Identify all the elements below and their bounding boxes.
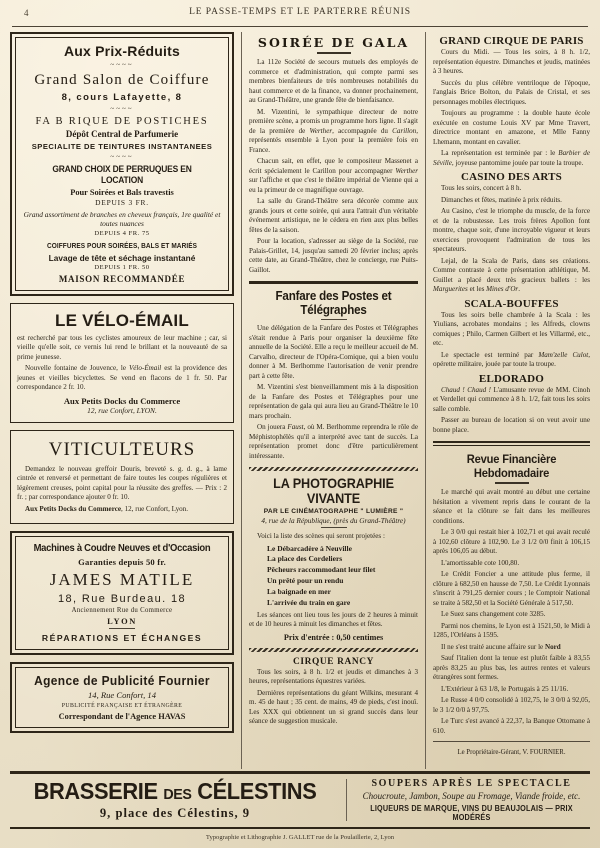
- ad-coiffure-line13: Lavage de tête et séchage instantané: [48, 252, 196, 263]
- header-rule: [12, 26, 588, 27]
- section-title-photographie-vivante: LA PHOTOGRAPHIE VIVANTE: [273, 476, 394, 506]
- list-item: Pêcheurs raccommodant leur filet: [267, 565, 376, 575]
- section-title-cirque-rancy: CIRQUE RANCY: [293, 656, 374, 667]
- photographie-address: 4, rue de la République, (près du Grand-Théâtre): [261, 516, 406, 525]
- revue-divider: [495, 482, 529, 484]
- ad-matile-divider: [109, 628, 135, 629]
- soiree-paragraph-2: M. Vizentini, le sympathique directeur de notre première scène, a promis un programme hors ligne. Il s'agit de la première de Werther, accompagnée du Carillon, représentés ensemble à Lyon pour la première fois en France.: [249, 107, 418, 154]
- brasserie-name: BRASSERIE DES CÉLESTINS: [33, 777, 317, 804]
- section-title-fanfare: Fanfare des Postes et Télégraphes: [275, 289, 392, 317]
- proprietaire-gerant: Le Propriétaire-Gérant, V. FOURNIER.: [457, 749, 566, 756]
- ad-coiffure-line6: SPECIALITE DE TEINTURES INSTANTANEES: [31, 142, 213, 151]
- ad-brasserie-des-celestins[interactable]: [10, 774, 590, 829]
- columns-container: [10, 32, 590, 769]
- cirque-paris-paragraph-1: Cours du Midi. — Tous les soirs, à 8 h. 1/2, représentation équestre. Dimanches et jeudis, matinées à 3 heures.: [433, 48, 590, 75]
- ad-fournier-name: Agence de Publicité Fournier: [34, 673, 210, 688]
- ad-agence-fournier[interactable]: [10, 662, 234, 733]
- ad-coiffure-line2: Grand Salon de Coiffure: [34, 72, 210, 88]
- brasserie-address: 9, place des Célestins, 9: [99, 806, 251, 821]
- brasserie-left: [10, 779, 347, 821]
- ad-velo-address: 12, rue Confort, LYON.: [87, 405, 157, 415]
- eldorado-paragraph-1: Chaud ! Chaud ! L'amusante revue de MM. Cinoh et Verdellet qui commence à 8 h. 1/2, fait tous les soirs salle comble.: [433, 385, 590, 413]
- gerant-rule: [433, 741, 590, 742]
- ad-grand-salon-de-coiffure[interactable]: [10, 32, 234, 296]
- eldorado-paragraph-2: Passer au bureau de location si on veut avoir une bonne place.: [433, 416, 590, 434]
- section-title-revue-financiere: Revue Financière Hebdomadaire: [466, 452, 557, 480]
- ad-matile-address: 18, Rue Burdeau. 18: [57, 593, 187, 605]
- brasserie-right: [347, 778, 590, 822]
- soupers-heading: SOUPERS APRÈS LE SPECTACLE: [371, 778, 572, 789]
- ad-coiffure-line11: DEPUIS 4 FR. 75: [94, 229, 150, 237]
- section-title-grand-cirque-de-paris: GRAND CIRQUE DE PARIS: [439, 35, 584, 47]
- fanfare-paragraph-2: M. Vizentini s'est bienveillamment mis à la disposition de la Fanfare des Postes et Télégraphes pour une représentation de gala qui aura lieu au Grand-Théâtre le 10 mars prochain.: [249, 383, 418, 420]
- ad-coiffure-line1: Aux Prix-Réduits: [64, 43, 180, 59]
- ad-fournier-line3: PUBLICITÉ FRANÇAISE ET ÉTRANGÈRE: [61, 703, 183, 709]
- ad-matile-line7: RÉPARATIONS ET ÉCHANGES: [41, 633, 203, 643]
- casino-paragraph-3: Au Casino, c'est le triomphe du muscle, de la force et de la robustesse. Les trois frères Apollon font montre, chaque soir, d'une incroyable vigueur et leurs exercices provoquent l'admiration de tous les spectateurs.: [433, 207, 590, 253]
- photographie-price: Prix d'entrée : 0,50 centimes: [283, 632, 384, 642]
- list-item: L'arrivée du train en gare: [267, 597, 351, 607]
- scala-paragraph-2: Le spectacle est terminé par Mam'zelle Culot, opérette militaire, jouée par toute la troupe.: [433, 350, 591, 368]
- cirque-rancy-paragraph-2: Dernières représentations du géant Wilkins, mesurant 4 m. 45 de haut ; 35 cent. de mains, 49 de pieds, c'est inouï. Les XXX qui obtiennent un si grand succès dans leur séance de suggestion musicale.: [249, 688, 418, 726]
- soiree-paragraph-5: Pour la location, s'adresser au siège de la Société, rue Palais-Grillet, 14, jusqu'au samedi 20 février inclus; après cette date, au Grand-Théâtre, chez le concierge, rue Puits-Gaillot.: [249, 237, 418, 274]
- column-advertisements: [10, 32, 241, 769]
- casino-paragraph-1: Tous les soirs, concert à 8 h.: [441, 184, 522, 192]
- ornament-divider-3: ~~~~: [110, 153, 134, 161]
- ad-viti-shop: Aux Petits Docks du Commerce, 12, rue Confort, Lyon.: [25, 504, 189, 513]
- cirque-paris-paragraph-3: Toujours au programme : la double haute école exécutée en costume Louis XV par Mme Travert, directrice montant en amazone, et Mlle Fanny Lhemann, montant en cavalier.: [433, 109, 590, 146]
- fanfare-paragraph-3: On jouera Faust, où M. Berlhomme reprendra le rôle de Méphistophélès qu'il a interprété avec tant de succès. La représentation promet donc d'être particulièrement intéressante.: [249, 423, 418, 460]
- list-item: La baignade en mer: [267, 587, 331, 596]
- section-rule-cirque-rancy: [249, 648, 418, 652]
- ad-coiffure-line8: Pour Soirées et Bals travestis: [70, 188, 174, 197]
- ad-viticulteurs[interactable]: [10, 430, 234, 525]
- soupers-liqueurs: LIQUEURS DE MARQUE, VINS DU BEAUJOLAIS — PRIX MODÉRÉS: [370, 804, 573, 822]
- revue-paragraph-1: Le marché qui avait montré au début une certaine hésitation a vivement repris dans le courant de la séance et la clôture se fait dans les meilleures conditions.: [433, 488, 590, 525]
- ad-coiffure-address: 8, cours Lafayette, 8: [61, 92, 183, 103]
- ornament-divider-2: ~~~~: [110, 105, 134, 113]
- section-rule-fanfare: [249, 281, 418, 284]
- running-head: [10, 0, 590, 26]
- revue-paragraph-11: Le Turc s'est avancé à 22,37, la Banque Ottomane à 610.: [433, 717, 590, 735]
- ad-fournier-line4: Correspondant de l'Agence HAVAS: [58, 712, 186, 721]
- photographie-subtitle: PAR LE CINÉMATOGRAPHE " LUMIÈRE ": [263, 508, 404, 515]
- ad-coiffure-line7: GRAND CHOIX DE PERRUQUES EN LOCATION: [52, 164, 192, 186]
- casino-paragraph-2: Dimanches et fêtes, matinée à prix réduits.: [441, 195, 562, 204]
- revue-paragraph-9: L'Extérieur à 63 1/8, le Portugais à 25 11/16.: [441, 684, 569, 693]
- ad-velo-paragraph-1: est recherché par tous les cyclistes amoureux de leur machine ; car, si vieille qu'elle soit, ce vernis lui rend le brillant et la nouveauté de sa prime jeunesse.: [17, 333, 227, 361]
- ad-coiffure-line9: DEPUIS 3 FR.: [95, 198, 149, 207]
- ad-viti-paragraph-1: Demandez le nouveau greffoir Douris, breveté s. g. d. g., à lame cintrée et renversé et permettant de faire toutes les coupes régulières et légèrement creuses, point capital pour la réussite des greffes. — Prix : 2 fr. ; par correspondance ajouter 0 fr. 10.: [17, 464, 227, 501]
- revue-paragraph-7: Il ne s'est traité aucune affaire sur le Nord: [441, 642, 561, 651]
- fanfare-divider: [321, 319, 347, 320]
- list-item: La place des Cordeliers: [267, 554, 343, 564]
- ad-coiffure-line12: COIFFURES POUR SOIRÉES, BALS ET MARIÉS: [46, 240, 198, 250]
- section-title-soiree-de-gala: SOIRÉE DE GALA: [257, 35, 410, 50]
- ad-coiffure-line15: MAISON RECOMMANDÉE: [58, 273, 186, 284]
- ad-coiffure-line14: DEPUIS 1 FR. 50: [94, 263, 150, 271]
- running-title: LE PASSE-TEMPS ET LE PARTERRE RÉUNIS: [189, 7, 411, 17]
- soupers-menu: Choucroute, Jambon, Soupe au Fromage, Viande froide, etc.: [362, 791, 581, 801]
- ad-velo-title: LE VÉLO-ÉMAIL: [55, 310, 189, 330]
- page-folio: 4: [24, 8, 29, 18]
- revue-paragraph-6: Parmi nos chemins, le Lyon est à 1521,50, le Midi à 1285, l'Orléans à 1595.: [433, 621, 590, 639]
- ad-viti-title: VITICULTEURS: [48, 438, 196, 460]
- revue-paragraph-8: Sauf l'italien dont la tenue est plutôt faible à 83,55 après 83,25 au plus bas, les autres rentes et valeurs étrangères sont fermes.: [433, 654, 590, 681]
- section-title-eldorado: ELDORADO: [478, 372, 545, 385]
- ad-james-matile[interactable]: [10, 531, 234, 655]
- revue-paragraph-10: Le Russe 4 0/0 consolidé à 102,75, le 3 0/0 à 92,05, le 3 1/2 0/0 à 97,75.: [433, 696, 590, 714]
- ad-velo-paragraph-2: Nouvelle fontaine de Jouvence, le Vélo-Émail est la providence des jeunes et vieilles bicyclettes. Se vend en flacons de 1 fr. 50. Par correspondance 2 fr. 10.: [17, 364, 228, 391]
- photographie-divider: [321, 527, 347, 528]
- photographie-scene-list: [249, 544, 418, 609]
- soiree-paragraph-1: La 112e Société de secours mutuels des employés de commerce et d'administration, qui compte parmi ses membres bienfaiteurs de très nombreuses notabilités du haut commerce et de la finance, va donner prochainement, au Grand-Théâtre, une grande fête de bienfaisance.: [249, 58, 418, 104]
- soiree-paragraph-3: Chacun sait, en effet, que le compositeur Massenet a écrit spécialement le Carillon pour accompagner Werther sur l'affiche et que c'est le théâtre impérial de Vienne qui a eu la primeur de ce magnifique ouvrage.: [249, 157, 418, 194]
- ad-coiffure-line10: Grand assortiment de branches en cheveux français, 1re qualité et toutes nuances: [23, 210, 221, 229]
- ad-velo-shop: Aux Petits Docks du Commerce: [63, 395, 181, 406]
- fanfare-paragraph-1: Une délégation de la Fanfare des Postes et Télégraphes s'était rendue à Paris pour organiser la deuxième fête annuelle de la Société. Elle a reçu le meilleur accueil de M. Carvalho, directeur de l'Opéra-Comique, qui a bien voulu donner à M. Berlhomme l'autorisation de venir prendre part à cette fête.: [249, 324, 418, 380]
- ad-matile-line1: Machines à Coudre Neuves et d'Occasion: [33, 542, 211, 554]
- soiree-divider: [317, 52, 351, 54]
- ad-matile-line5: Anciennement Rue du Commerce: [71, 607, 173, 614]
- photographie-intro: Voici la liste des scènes qui seront projetées :: [257, 532, 385, 540]
- ad-velo-email[interactable]: [10, 303, 234, 423]
- ad-matile-city: LYON: [107, 617, 137, 626]
- section-title-scala-bouffes: SCALA-BOUFFES: [464, 297, 559, 310]
- colophon: Typographie et Lithographie J. GALLET rue de la Poulaillerie, 2, Lyon: [205, 834, 395, 841]
- revue-paragraph-2: Le 3 0/0 qui restait hier à 102,71 et qui avait reculé à 102,60 clôture à 102,90. Le 3 1/2 0/0 finit à 106,15 après 106,05 au début.: [433, 528, 590, 555]
- list-item: Un prêté pour un rendu: [267, 576, 344, 586]
- ad-fournier-address: 14, Rue Confort, 14: [87, 690, 157, 700]
- section-rule-photographie: [249, 467, 418, 471]
- ornament-divider: ~~~~: [110, 61, 134, 69]
- column-theatre-news: [241, 32, 426, 769]
- column-spectacles-finance: [426, 32, 590, 769]
- revue-paragraph-3: L'amortissable cote 100,80.: [441, 558, 520, 567]
- revue-paragraph-4: Le Crédit Foncier a une attitude plus ferme, il clôture à 682,50 en hausse de 7,50. Le Crédit Lyonnais s'inscrit à 791,25 dernier cours ; le Comptoir National se traite à 582,50 et la Société Générale à 517,50.: [433, 570, 590, 607]
- ad-matile-line2: Garanties depuis 50 fr.: [78, 557, 166, 567]
- cirque-paris-paragraph-2: Succès du plus célèbre ventriloque de l'époque, l'anglais Brice Bolton, du Palais de Cristal, et ses personnages mobiles électriques.: [433, 78, 590, 106]
- section-title-casino-des-arts: CASINO DES ARTS: [460, 171, 563, 183]
- section-rule-revue-financiere: [433, 441, 590, 446]
- photographie-hours: Les séances ont lieu tous les jours de 2 heures à minuit et de 10 heures à minuit les dimanches et fêtes.: [249, 610, 418, 629]
- casino-paragraph-4: Lejal, de la Scala de Paris, dans ses créations. Comme contraste à cette présentation athlétique, M. Guillet a placé deux très gracieux ballets : les Marguerites et les Mines d'Or.: [433, 256, 590, 293]
- cirque-rancy-paragraph-1: Tous les soirs, à 8 h. 1/2 et jeudis et dimanches à 3 heures, représentations équestres variées.: [249, 667, 418, 686]
- scala-paragraph-1: Tous les soirs belle chambrée à la Scala : les Yiulians, acrobates mondains ; les Alfreds, clowns comiques ; Philo, Carmen Gilbert et les Villarmé, etc., etc.: [433, 310, 590, 347]
- ad-matile-name: JAMES MATILE: [49, 570, 195, 589]
- cirque-paris-paragraph-4: La représentation est terminée par : le Barbier de Séville, joyeuse pantomime jouée par toute la troupe.: [433, 149, 590, 167]
- revue-paragraph-5: Le Suez sans changement cote 3285.: [441, 610, 546, 618]
- list-item: Le Débarcadère à Neuville: [267, 543, 352, 553]
- ad-coiffure-line5: Dépôt Central de Parfumerie: [65, 129, 179, 139]
- ad-coiffure-line4: FA B RIQUE DE POSTICHES: [35, 116, 209, 127]
- soiree-paragraph-4: La salle du Grand-Théâtre sera décorée comme aux grands jours et cette soirée, qui aura l'attrait d'un véritable événement artistique, ne le cédera en rien aux plus belles fêtes de la saison.: [249, 197, 418, 234]
